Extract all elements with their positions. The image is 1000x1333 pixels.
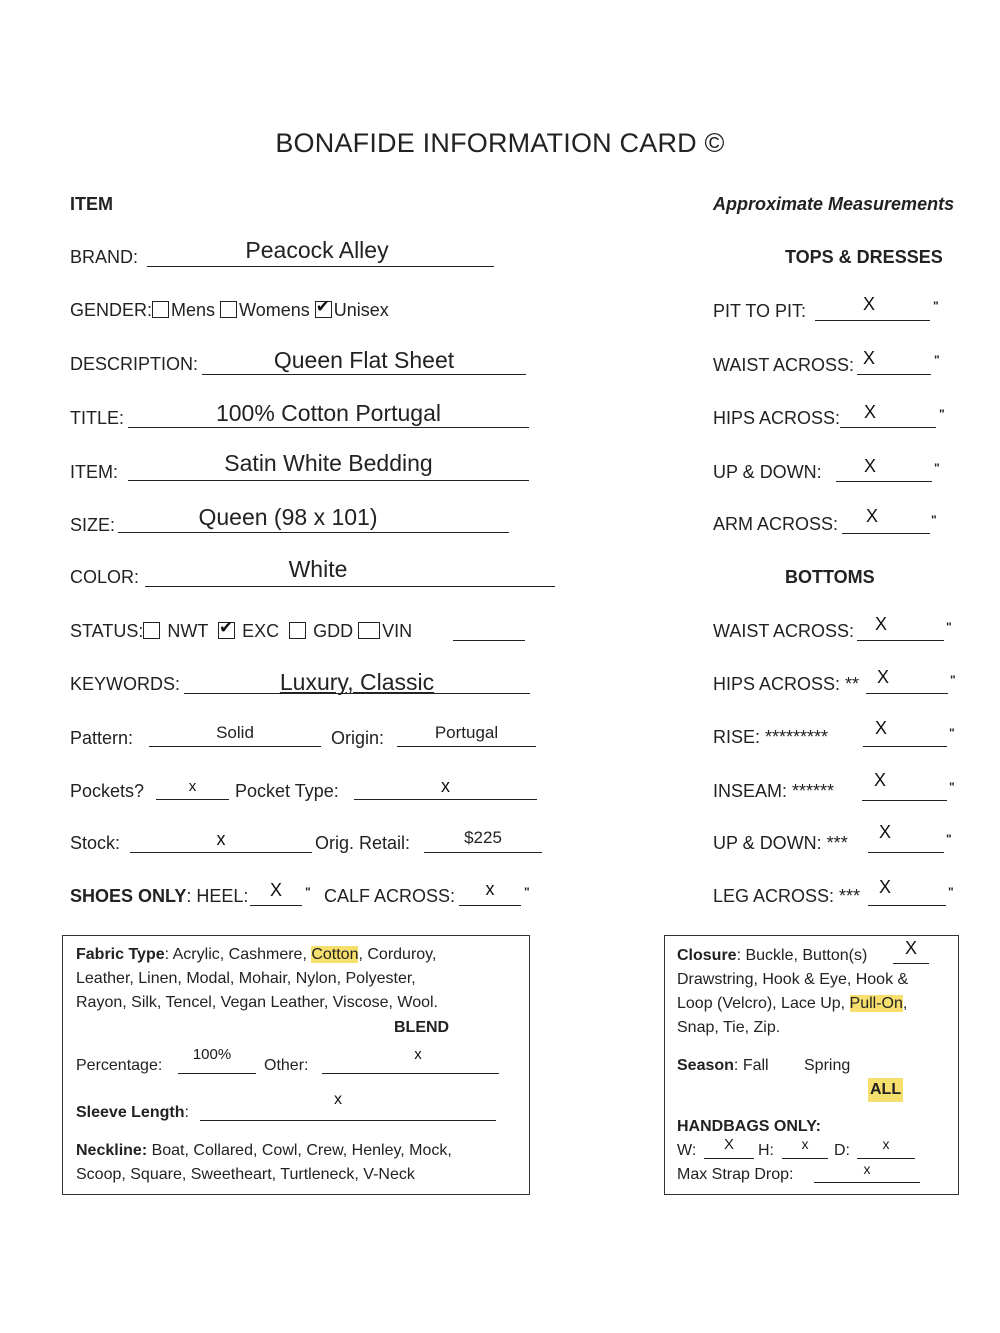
leg-label: LEG ACROSS: ***: [713, 886, 861, 906]
fabric-type-text: [76, 943, 526, 1015]
pit-line: [815, 320, 930, 321]
gdd-label: GDD: [313, 621, 354, 641]
card-title: BONAFIDE INFORMATION CARD ©: [275, 128, 725, 158]
closure-line1: : Buckle, Button(s): [736, 947, 868, 964]
keywords-value[interactable]: Luxury, Classic: [279, 669, 435, 695]
d-value[interactable]: x: [882, 1136, 890, 1152]
tops-hips-label: HIPS ACROSS:: [713, 408, 841, 428]
other-label: Other:: [264, 1057, 309, 1074]
nwt-checkbox[interactable]: [143, 622, 160, 639]
vin-checkbox[interactable]: [358, 622, 380, 639]
item-value[interactable]: Satin White Bedding: [224, 450, 433, 476]
status-label: STATUS:: [70, 621, 144, 641]
orig-retail-label: Orig. Retail:: [315, 833, 411, 853]
neckline-line1: Boat, Collared, Cowl, Crew, Henley, Mock,: [147, 1142, 452, 1159]
shoes-only-label: SHOES ONLY: [70, 886, 187, 906]
keywords-label: KEYWORDS:: [70, 674, 181, 694]
exc-checkbox[interactable]: [218, 622, 235, 639]
stock-value[interactable]: x: [216, 829, 226, 849]
bottoms-hips-label: HIPS ACROSS: **: [713, 674, 860, 694]
title-label: TITLE:: [70, 408, 125, 428]
h-label: H:: [758, 1142, 774, 1159]
bottoms-waist-label: WAIST ACROSS:: [713, 621, 855, 641]
other-value[interactable]: x: [414, 1046, 422, 1063]
brand-label: BRAND:: [70, 247, 139, 267]
origin-label: Origin:: [331, 728, 385, 748]
unisex-label: Unisex: [333, 300, 389, 320]
mens-label: Mens: [171, 300, 216, 320]
h-value[interactable]: x: [801, 1136, 809, 1152]
bottoms-hips-value[interactable]: X: [876, 667, 889, 687]
inseam-label: INSEAM: ******: [713, 781, 835, 801]
mens-checkbox[interactable]: [152, 301, 169, 318]
w-value[interactable]: X: [723, 1136, 734, 1153]
closure-line4: Snap, Tie, Zip.: [677, 1019, 781, 1036]
leg-line: [868, 905, 946, 906]
tops-waist-inch-mark: ": [934, 353, 940, 367]
bottoms-updown-line: [868, 852, 944, 853]
tops-waist-value[interactable]: X: [862, 348, 875, 368]
orig-retail-value[interactable]: $225: [464, 828, 502, 847]
pattern-value[interactable]: Solid: [216, 723, 254, 742]
stock-label: Stock:: [70, 833, 121, 853]
bottoms-header: BOTTOMS: [785, 567, 875, 587]
bottoms-updown-label: UP & DOWN: ***: [713, 833, 848, 853]
other-line: [322, 1073, 499, 1074]
calf-label: CALF ACROSS:: [324, 886, 456, 906]
tops-header: TOPS & DRESSES: [785, 247, 943, 267]
tops-updown-label: UP & DOWN:: [713, 462, 822, 482]
strap-line: [814, 1182, 920, 1183]
closure-highlight-pull-on: Pull-On: [849, 995, 903, 1012]
pocket-type-value[interactable]: x: [441, 776, 450, 796]
pocket-type-line: [354, 799, 537, 800]
pattern-label: Pattern:: [70, 728, 134, 748]
size-line: [118, 532, 509, 533]
closure-line2: Drawstring, Hook & Eye, Hook &: [677, 971, 909, 988]
tops-updown-inch-mark: ": [934, 461, 940, 475]
description-value[interactable]: Queen Flat Sheet: [273, 347, 455, 373]
title-value[interactable]: 100% Cotton Portugal: [215, 400, 442, 426]
rise-value[interactable]: X: [874, 718, 887, 738]
bottoms-updown-value[interactable]: X: [878, 822, 891, 842]
bottoms-updown-inch-mark: ": [946, 832, 952, 846]
percentage-label: Percentage:: [76, 1057, 163, 1074]
w-line: [704, 1158, 754, 1159]
gender-label: GENDER:: [70, 300, 153, 320]
neckline-line2: Scoop, Square, Sweetheart, Turtleneck, V-Neck: [76, 1166, 415, 1183]
tops-waist-label: WAIST ACROSS:: [713, 355, 855, 375]
title-line: [128, 427, 529, 428]
gender-row: [70, 300, 389, 321]
pockets-value[interactable]: x: [188, 778, 197, 795]
description-label: DESCRIPTION:: [70, 354, 199, 374]
season-spring: Spring: [804, 1057, 851, 1074]
heel-line: [250, 905, 302, 906]
rise-label: RISE: *********: [713, 727, 829, 747]
pit-label: PIT TO PIT:: [713, 301, 807, 321]
tops-waist-line: [857, 374, 931, 375]
exc-label: EXC: [242, 621, 280, 641]
leg-inch-mark: ": [948, 885, 954, 899]
inseam-line: [862, 800, 947, 801]
arm-inch-mark: ": [931, 513, 937, 527]
blend-label: BLEND: [394, 1019, 450, 1036]
arm-label: ARM ACROSS:: [713, 514, 839, 534]
bottoms-waist-inch-mark: ": [946, 620, 952, 634]
item-label: ITEM:: [70, 462, 118, 482]
bottoms-hips-line: [866, 693, 948, 694]
season-fall: : Fall: [733, 1057, 769, 1074]
inseam-value[interactable]: X: [873, 770, 886, 790]
fabric-list-part1: : Acrylic, Cashmere,: [164, 946, 312, 963]
tops-hips-line: [840, 427, 936, 428]
closure-line3-part1: Loop (Velcro), Lace Up,: [677, 995, 850, 1012]
h-line: [782, 1158, 828, 1159]
size-value[interactable]: Queen (98 x 101): [198, 504, 378, 530]
sleeve-line: [200, 1120, 496, 1121]
pocket-type-label: Pocket Type:: [235, 781, 339, 801]
closure-label: Closure: [677, 947, 737, 964]
status-row: [70, 621, 412, 642]
arm-line: [842, 533, 930, 534]
heel-value[interactable]: X: [269, 880, 282, 900]
description-line: [202, 374, 526, 375]
pockets-label: Pockets?: [70, 781, 145, 801]
tops-updown-line: [836, 481, 932, 482]
percentage-value[interactable]: 100%: [192, 1046, 232, 1063]
pockets-line: [156, 799, 229, 800]
fabric-type-label: Fabric Type: [76, 946, 165, 963]
status-line: [453, 640, 525, 641]
womens-label: Womens: [239, 300, 310, 320]
item-line: [128, 480, 529, 481]
strap-label: Max Strap Drop:: [677, 1166, 794, 1183]
neckline-text: [76, 1139, 526, 1187]
sleeve-length-label: Sleeve Length: [76, 1104, 185, 1121]
pit-inch-mark: ": [933, 299, 939, 313]
tops-hips-value[interactable]: X: [863, 402, 876, 422]
neckline-label: Neckline:: [76, 1142, 148, 1159]
sleeve-value[interactable]: x: [334, 1091, 342, 1108]
item-header: ITEM: [70, 194, 113, 214]
fabric-line2: Leather, Linen, Modal, Mohair, Nylon, Polyester,: [76, 970, 416, 987]
orig-retail-line: [424, 852, 542, 853]
gdd-checkbox[interactable]: [289, 622, 306, 639]
brand-value[interactable]: Peacock Alley: [245, 237, 389, 263]
bottoms-waist-value[interactable]: X: [874, 614, 887, 634]
w-label: W:: [677, 1142, 697, 1159]
sleeve-row: Sleeve Length:: [76, 1104, 189, 1121]
d-line: [857, 1158, 915, 1159]
inseam-inch-mark: ": [949, 780, 955, 794]
shoes-row: [70, 886, 248, 907]
rise-inch-mark: ": [949, 726, 955, 740]
color-line: [145, 586, 555, 587]
season-row: [677, 1054, 769, 1078]
season-label: Season: [677, 1057, 734, 1074]
womens-checkbox[interactable]: [220, 301, 237, 318]
heel-label: : HEEL:: [186, 886, 249, 906]
measurements-header: Approximate Measurements: [713, 194, 955, 214]
brand-line: [147, 266, 494, 267]
percentage-line: [178, 1073, 256, 1074]
arm-value[interactable]: X: [865, 506, 878, 526]
tops-updown-value[interactable]: X: [863, 456, 876, 476]
calf-inch-mark: ": [524, 885, 530, 899]
stock-line: [130, 852, 312, 853]
tops-hips-inch-mark: ": [939, 407, 945, 421]
bottoms-waist-line: [857, 640, 944, 641]
closure-line3-part2: ,: [902, 995, 908, 1012]
strap-value[interactable]: x: [863, 1161, 871, 1177]
rise-line: [863, 746, 947, 747]
leg-value[interactable]: X: [878, 877, 891, 897]
fabric-highlight-cotton: Cotton: [311, 946, 359, 963]
origin-line: [397, 746, 536, 747]
color-label: COLOR:: [70, 567, 140, 587]
color-value[interactable]: White: [288, 556, 348, 582]
button-value[interactable]: X: [904, 938, 917, 958]
handbags-label: HANDBAGS ONLY:: [677, 1118, 822, 1135]
vin-label: VIN: [382, 621, 413, 641]
button-line: [893, 963, 929, 964]
heel-inch-mark: ": [305, 885, 311, 899]
fabric-line3: Rayon, Silk, Tencel, Vegan Leather, Viscose, Wool.: [76, 994, 438, 1011]
unisex-checkbox[interactable]: [315, 301, 332, 318]
calf-line: [459, 905, 521, 906]
pattern-line: [149, 746, 321, 747]
season-all: ALL: [868, 1078, 903, 1102]
calf-value[interactable]: x: [485, 879, 495, 899]
pit-value[interactable]: X: [862, 294, 875, 314]
bottoms-hips-inch-mark: ": [950, 673, 956, 687]
nwt-label: NWT: [167, 621, 209, 641]
fabric-list-part2: , Corduroy,: [358, 946, 437, 963]
d-label: D:: [834, 1142, 850, 1159]
origin-value[interactable]: Portugal: [434, 723, 499, 742]
size-label: SIZE:: [70, 515, 116, 535]
